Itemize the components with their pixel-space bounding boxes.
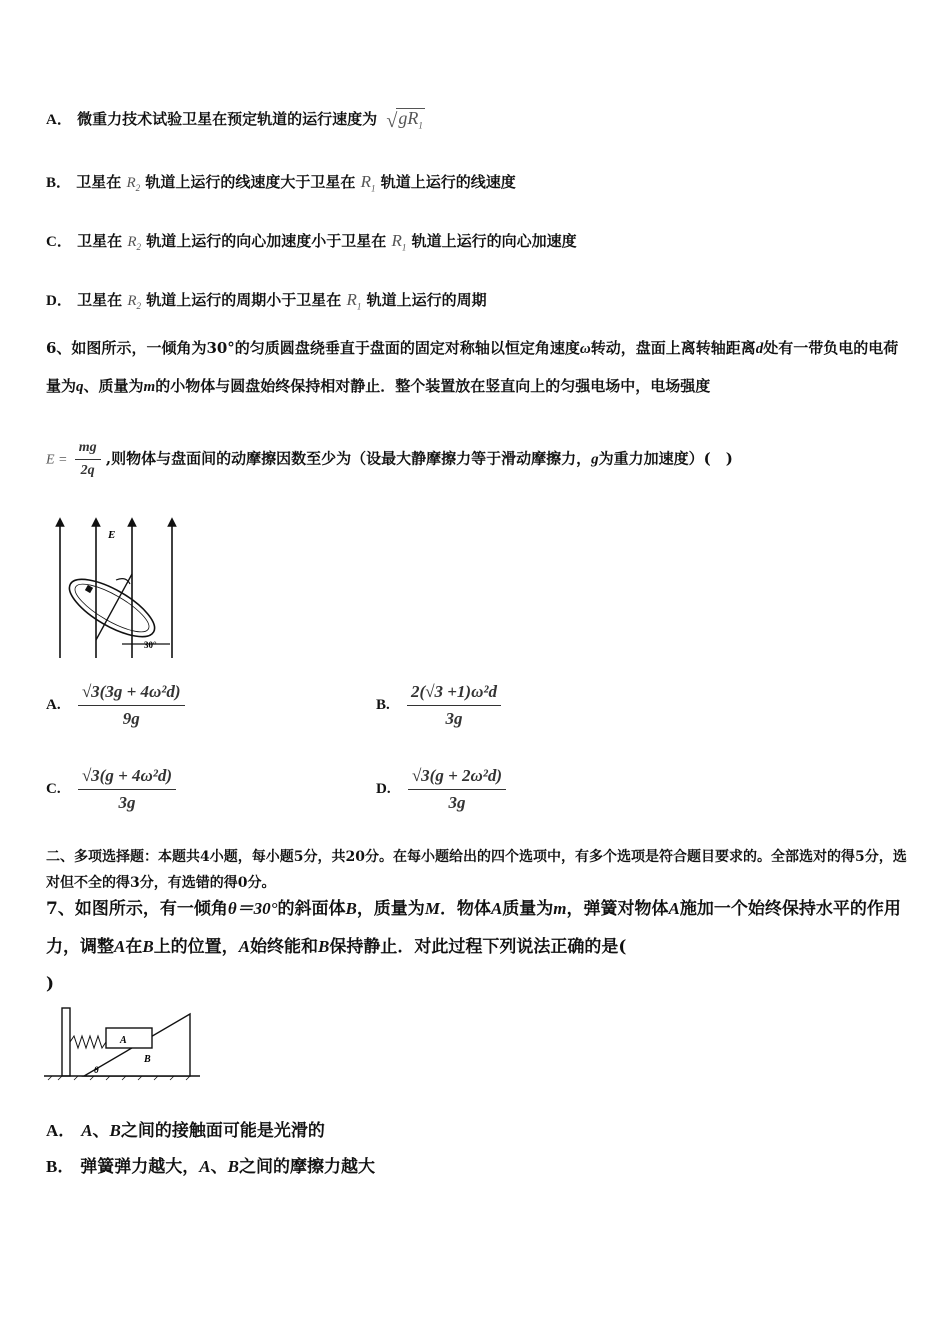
option-fraction: $\frac{\text{√3(g + 2ω²d)}}{3g}$ — [408, 766, 506, 813]
option-text: 微重力技术试验卫星在预定轨道的运行速度为 — [77, 110, 378, 128]
label-e: E — [108, 529, 116, 541]
omega-arrow-icon — [116, 579, 130, 584]
q7-stem: 7、如图所示，有一倾角θ＝30°的斜面体B，质量为M．物体A质量为m，弹簧对物体A施加一个始终保持水平的作用力，调整A在B上的位置，A始终能和B保持静止．对此过程下列说法正确的是( ) — [46, 899, 901, 994]
block-a — [106, 1028, 152, 1048]
r2-symbol: $R_2$ — [127, 293, 141, 311]
field-fraction: $\frac{mg}{2q}$ — [75, 440, 101, 479]
q6-option-d: D. $\frac{\text{√3(g + 2ω²d)}}{3g}$ — [376, 766, 506, 813]
section-heading: 二、多项选择题：本题共4小题，每小题5分，共20分。在每小题给出的四个选项中，有多个选项是符合题目要求的。全部选对的得5分，选对但不全的得3分，有选错的得0分。 — [46, 849, 907, 891]
spring-icon — [70, 1036, 106, 1048]
q5-option-d: D． 卫星在 $R_2$ 轨道上运行的周期小于卫星在 $R_1$ 轨道上运行的周期 — [46, 290, 487, 312]
sqrt-formula: √ $gR_1$ — [386, 108, 423, 132]
label-b: B — [144, 1054, 151, 1065]
r1-symbol: $R_1$ — [360, 172, 376, 194]
r1-symbol: $R_1$ — [346, 290, 362, 312]
q7-option-b: B． 弹簧弹力越大，A、B之间的摩擦力越大 — [46, 1157, 375, 1177]
q5-option-c: C． 卫星在 $R_2$ 轨道上运行的向心加速度小于卫星在 $R_1$ 轨道上运行的向心加速度 — [46, 231, 577, 253]
q5-option-b: B． 卫星在 $R_2$ 轨道上运行的线速度大于卫星在 $R_1$ 轨道上运行的线速度 — [46, 172, 516, 194]
q5-option-a — [46, 108, 423, 131]
option-fraction: $\frac{\text{√3(g + 4ω²d)}}{3g}$ — [78, 766, 176, 813]
label-theta: θ — [94, 1065, 99, 1075]
option-fraction: $\frac{\text{√3(3g + 4ω²d)}}{9g}$ — [78, 682, 185, 729]
tilted-disk — [61, 568, 162, 647]
r1-symbol: $R_1$ — [391, 231, 407, 253]
q6-option-a: A. $\frac{\text{√3(3g + 4ω²d)}}{9g}$ — [46, 682, 185, 729]
q6-option-b: B. $\frac{\text{2(√3 +1)ω²d}}{3g}$ — [376, 682, 501, 729]
q6-option-c: C. $\frac{\text{√3(g + 4ω²d)}}{3g}$ — [46, 766, 176, 813]
q6-field-formula-line: E = $\frac{mg}{2q}$ ,则物体与盘面间的动摩擦因数至少为（设最大静摩擦力等于滑动摩擦力，g为重力加速度）( ) — [46, 440, 733, 478]
q6-disk-figure — [52, 516, 192, 662]
small-object — [85, 585, 93, 593]
q6-stem: 6、如图所示，一倾角为30°的匀质圆盘绕垂直于盘面的固定对称轴以恒定角速度ω转动，盘面上离转轴距离d处有一带负电的电荷量为q、质量为m的小物体与圆盘始终保持相对静止．整个装置放在竖直向上的匀强电场中，电场强度 — [46, 339, 899, 395]
option-fraction: $\frac{\text{2(√3 +1)ω²d}}{3g}$ — [407, 682, 501, 729]
q7-incline-figure — [44, 1006, 204, 1082]
r2-symbol: $R_2$ — [126, 175, 141, 193]
label-a: A — [120, 1035, 127, 1046]
wall — [62, 1008, 70, 1076]
option-letter: A． — [46, 112, 72, 128]
r2-symbol: $R_2$ — [127, 234, 141, 252]
label-angle: 30° — [144, 640, 157, 650]
q7-option-a: A． A、B之间的接触面可能是光滑的 — [46, 1121, 325, 1141]
